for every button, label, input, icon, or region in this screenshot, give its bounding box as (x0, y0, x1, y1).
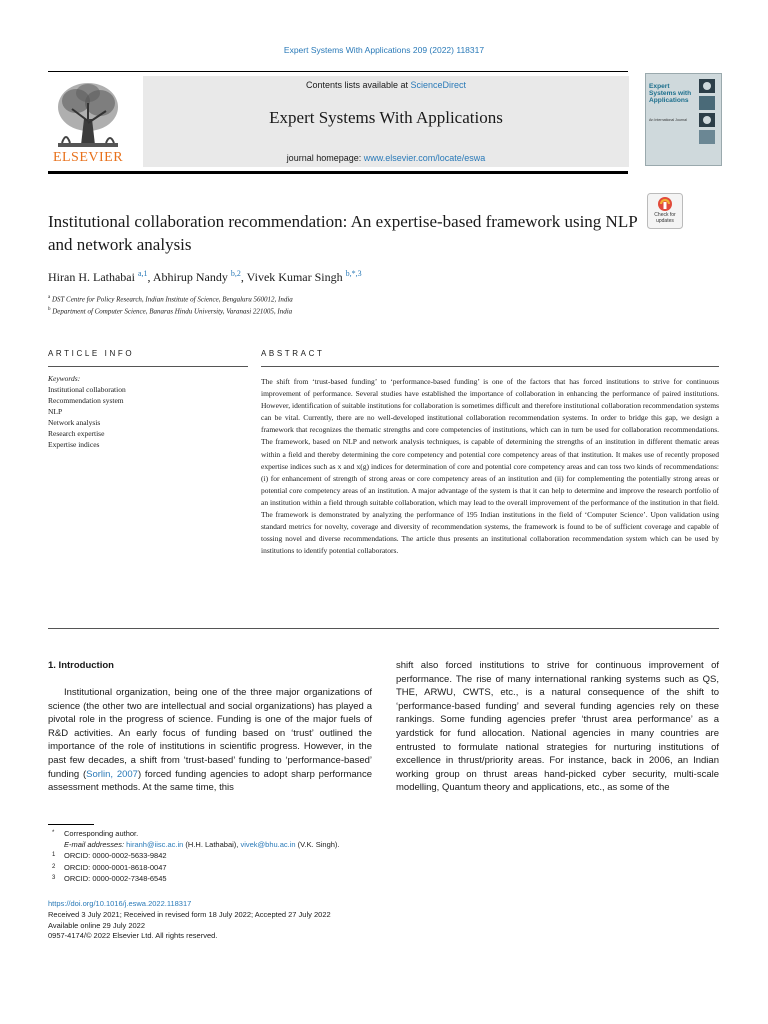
cover-title: Expert Systems with Applications (649, 83, 692, 104)
publication-info (48, 899, 331, 942)
affiliation-mark: b (48, 307, 51, 312)
author-name: Abhirup Nandy (152, 270, 228, 284)
author-affiliation-mark[interactable]: b,*,3 (345, 269, 362, 278)
keywords-label: Keywords: (48, 374, 81, 383)
abstract-heading: ABSTRACT (261, 349, 325, 358)
email-link[interactable]: hiranh@iisc.ac.in (126, 840, 184, 850)
cover-subtitle: An International Journal (649, 118, 687, 122)
keyword: Recommendation system (48, 396, 124, 405)
journal-homepage (143, 153, 629, 163)
contents-line (143, 80, 629, 90)
footnote-emails (52, 839, 340, 850)
footnote-text: Corresponding author. (64, 829, 139, 838)
cover-graphic-icon (697, 77, 717, 147)
citation-link[interactable]: Sorlin, 2007 (86, 768, 138, 780)
header-bottom-rule (48, 171, 628, 174)
copyright: 0957-4174/© 2022 Elsevier Ltd. All rights reserved. (48, 931, 218, 941)
email-label: E-mail addresses: (64, 840, 127, 850)
intro-text: Institutional organization, being one of the three major organizations of science (the other two are intellectual and social organizations) has played a pivotal role in the progress of science. Funding is one of the major fuels of R&D activities. An early focus of funding based on ‘trust’ outlined the importance of the role of institutions in scientific progress. However, in the past few decades, a shift from ‘trust-based’ funding to ‘performance-based’ funding ( (48, 687, 372, 780)
keyword: Network analysis (48, 418, 101, 427)
affiliation (48, 307, 648, 315)
email-owner: (V.K. Singh). (295, 840, 340, 850)
footnotes (52, 828, 340, 884)
footnote-mark: 1 (52, 852, 56, 859)
email-owner: (H.H. Lathabai), (183, 840, 241, 850)
footnote-orcid (52, 862, 340, 873)
affiliation-text: Department of Computer Science, Banaras Hindu University, Varanasi 221005, India (52, 307, 293, 316)
footnote-corresponding (52, 828, 340, 839)
orcid-text: ORCID: 0000-0002-5633-9842 (64, 851, 167, 861)
orcid-text: ORCID: 0000-0001-8618-0047 (64, 862, 167, 872)
abstract-bottom-rule (48, 628, 719, 629)
keyword: Expertise indices (48, 440, 100, 449)
author-affiliation-mark[interactable]: a,1 (137, 269, 148, 278)
keyword: NLP (48, 407, 63, 416)
author-name: Vivek Kumar Singh (246, 270, 343, 284)
affiliation (48, 295, 648, 303)
author-name: Hiran H. Lathabai (48, 270, 135, 284)
keyword: Institutional collaboration (48, 385, 126, 394)
intro-column-left (48, 686, 372, 795)
footnote-orcid (52, 873, 340, 884)
article-title: Institutional collaboration recommendation: An expertise-based framework using NLP and network analysis (48, 212, 638, 254)
received-dates: Received 3 July 2021; Received in revised form 18 July 2022; Accepted 27 July 2022 (48, 909, 331, 919)
footnote-rule (48, 824, 94, 825)
affiliation-mark: a (48, 295, 51, 300)
article-info-heading: ARTICLE INFO (48, 349, 135, 358)
section-heading-introduction: 1. Introduction (48, 660, 114, 671)
abstract-text: The shift from ‘trust-based funding’ to ‘performance-based funding’ is one of the factors that has forced institutions to strive for continuous improvement of performance. Several studies have established the importance of collaboration in enhancing the performance of paired institutions. However, identification of suitable institutions for collaboration is sometimes difficult and therefore institutional collaboration recommendation systems can be vital. Currently, there are no well-developed institutional collaboration recommendation systems. In order to bridge this gap, we design a framework that recognizes the thematic strengths and core competencies of institutions, which can in turn be used for collaboration recommendations. The framework, based on NLP and network analysis techniques, is capable of determining the strengths of an institution in different thematic areas within a field and thereby determining the core competency and potential core competency areas of that institution. It makes use of recently proposed expertise indices such as x and x(g) indices for determination of core and potential core competency areas and can toss two kinds of recommendations: (i) for enhancement of strength of strong areas or core competency areas of an institution and (ii) for complementing the potentially strong areas or potential core competency areas of an institution. A major advantage of the system is that it can help to determine and improve the research portfolio of an institution within a field through suitable collaboration, which may lead to the overall improvement of the performance of the institution in that field. The framework is demonstrated by analyzing the performance of 195 Indian institutions in the field of ‘Computer Science’. Upon validation using standard metrics for novelty, coverage and diversity of recommendation systems, the framework is found to be of sufficient coverage and capable of tossing novel and diverse recommendations. The article thus presents an institutional collaboration recommendation system which can be used by institutions to identify potential collaborators. (261, 377, 719, 556)
available-online: Available online 29 July 2022 (48, 920, 146, 930)
contents-prefix: Contents lists available at (305, 80, 411, 90)
intro-column-right: shift also forced institutions to strive for continuous improvement of performance. The rise of many international ranking systems such as QS, THE, ARWU, CWTS, etc., is a natural consequence of the shift to ‘performance-based funding’ and several funding agencies rely on these rankings. Some funding agencies prefer ‘thrust area performance’ as a yardstick for fund allocation. National agencies in many countries are entrusted to formulate national strategies for nurturing institutions of excellence in thrust/priority areas. For instance, back in 2006, an Indian working group on thrust areas hand-picked cyber security, multi-scale modelling, Quantum theory and applications, etc., as some of the (396, 660, 719, 794)
author-affiliation-mark[interactable]: b,2 (230, 269, 241, 278)
journal-title: Expert Systems With Applications (269, 108, 503, 127)
orcid-text: ORCID: 0000-0002-7348-6545 (64, 873, 167, 883)
author-list: Hiran H. Lathabai $^{a,1}$, Abhirup Nandy $^{b,2}$, Vivek Kumar Singh $^{b,*,3}$ (48, 269, 362, 284)
doi-link[interactable]: https://doi.org/10.1016/j.eswa.2022.118317 (48, 899, 192, 908)
homepage-link[interactable]: www.elsevier.com/locate/eswa (363, 153, 486, 163)
sciencedirect-link[interactable]: ScienceDirect (410, 80, 467, 90)
journal-reference[interactable]: Expert Systems With Applications 209 (2022) 118317 (283, 45, 485, 55)
affiliation-text: DST Centre for Policy Research, Indian Institute of Science, Bengaluru 560012, India (51, 295, 293, 304)
header-top-rule (48, 71, 628, 72)
homepage-label: journal homepage: (286, 153, 364, 163)
footnote-mark: 3 (52, 874, 56, 881)
keyword: Research expertise (48, 429, 105, 438)
footnote-mark: 2 (52, 863, 56, 870)
keyword-list (48, 384, 126, 450)
intro-text: ) forced funding agencies to adopt sharp performance assessment methods. At the same time, this (48, 768, 372, 794)
article-info-rule (48, 366, 248, 367)
email-link[interactable]: vivek@bhu.ac.in (240, 840, 296, 850)
abstract-rule (261, 366, 719, 367)
footnote-orcid (52, 850, 340, 861)
elsevier-wordmark: ELSEVIER (52, 150, 124, 165)
footnote-mark: * (52, 830, 55, 836)
check-for-updates-label: Check for updates (654, 212, 676, 224)
